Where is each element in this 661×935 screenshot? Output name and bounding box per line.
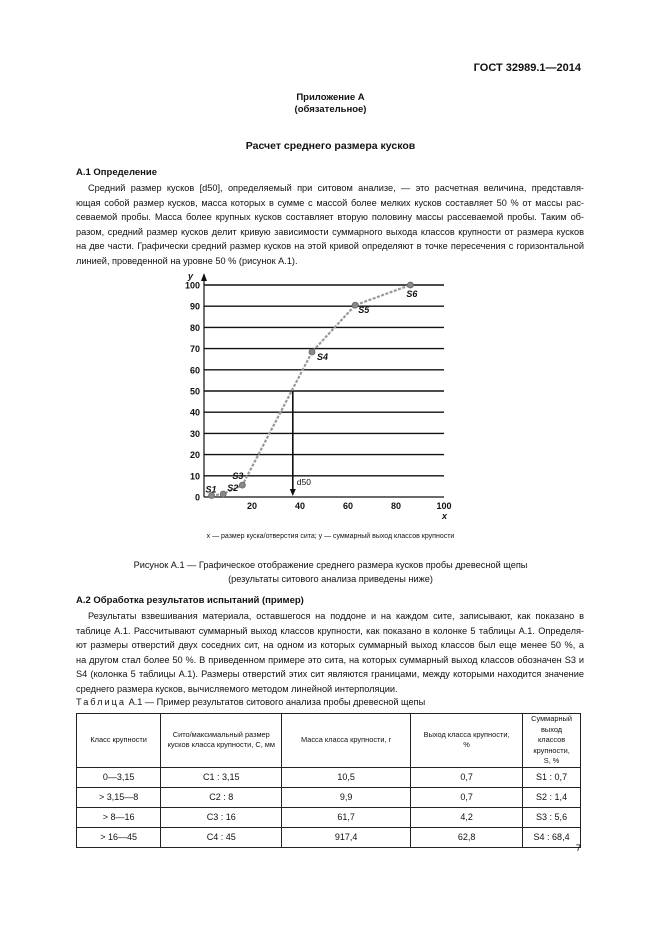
table-cell: 9,9 [282,787,411,807]
y-tick-label: 20 [189,450,200,461]
figure-legend: x — размер куска/отверстия сита; y — суммарный выход классов крупности [206,533,455,540]
chart-series [209,282,414,499]
y-tick-label: 10 [189,471,200,482]
table-header-row [77,714,581,768]
point-label: S5 [358,305,370,316]
table-cell: C4 : 45 [161,827,282,847]
point-label: S1 [205,484,217,495]
a1-line: линией, проведенной на уровне 50 % (рисунок А.1). [76,255,298,266]
page-number: 7 [575,843,581,854]
a2-line: ют размеры отверстий двух соседних сит, на одном из которых суммарный выход классов был еще менее 50 %, а [76,640,584,651]
d50-arrow-head [290,489,296,496]
a1-heading: А.1 Определение [76,167,158,178]
table-cell: C3 : 16 [161,807,282,827]
table-cell: S4 : 68,4 [523,827,581,847]
chart-grid [204,285,444,476]
series-line [212,285,411,496]
table-cell: 0,7 [411,787,523,807]
chart-annotation [290,391,311,496]
appendix-title: Приложение А [296,92,365,103]
table-cell: S3 : 5,6 [523,807,581,827]
table-cell: S2 : 1,4 [523,787,581,807]
y-tick-label: 90 [189,301,200,312]
a1-paragraph [76,181,584,269]
appendix-heading [0,92,661,116]
a1-line: разом, средний размер кусков делит кривую зависимости суммарного выхода классов крупности от размера кусков [76,226,584,237]
column-header: Масса класса крупности, г [282,714,411,768]
a1-line: севаемой пробы. Масса более крупных кусков составляет вторую половину массы рассеваемой пробы. Таким об- [76,212,584,223]
point-label: S2 [227,483,239,494]
column-header: Суммарный выход классов крупности, S, % [523,714,581,768]
a1-line: ющая собой размер кусков, масса которых в сумме с массой более мелких кусков составляет 50 % от массы рас- [76,197,584,208]
a2-line: S4 (колонка 5 таблицы А.1). Размеры отверстий этих сит являются границами, между которыми находится значение [76,669,584,680]
appendix-status: (обязательное) [294,104,367,115]
a2-line: таблице А.1. Рассчитывают суммарный выход классов крупности, как показано в колонке 5 таблицы А.1. Определя- [76,625,584,636]
point-label: S3 [232,471,244,482]
a1-line: на две части. Графически средний размер кусков на этой кривой определяют в точке пересечения с горизонтальной [76,241,584,252]
sieve-results-table [76,713,581,848]
a2-heading: А.2 Обработка результатов испытаний (пример) [76,595,304,606]
data-point [239,482,245,488]
y-tick-label: 30 [189,428,200,439]
table-cell: 62,8 [411,827,523,847]
chart-ticks [185,271,452,521]
table-cell: 61,7 [282,807,411,827]
table-cell: C2 : 8 [161,787,282,807]
table-cell: 10,5 [282,767,411,787]
table-cell: 0,7 [411,767,523,787]
chart-point-labels [206,289,419,495]
x-tick-label: 40 [294,501,306,511]
table-cell: 4,2 [411,807,523,827]
y-axis-label: y [188,271,194,281]
y-tick-label: 50 [189,386,200,397]
x-axis-label: x [442,511,448,521]
data-point [407,282,413,288]
data-point [309,349,315,355]
column-header: Сито/максимальный размер кусков класса крупности, C, мм [161,714,282,768]
point-label: S4 [317,351,329,362]
table-caption [76,697,425,707]
table-row [77,767,581,787]
table-row [77,787,581,807]
figure-caption [0,558,661,586]
column-header: Класс крупности [77,714,161,768]
standard-number: ГОСТ 32989.1—2014 [473,62,581,74]
y-tick-label: 0 [194,492,200,503]
table-cell: > 8—16 [77,807,161,827]
table-row [77,807,581,827]
y-axis-arrow [201,273,207,281]
table-cell: C1 : 3,15 [161,767,282,787]
point-label: S6 [406,289,418,299]
data-point [220,491,226,497]
figure-caption-line: (результаты ситового анализа приведены ниже) [228,574,433,584]
x-tick-label: 60 [342,501,354,511]
a2-paragraph [76,609,584,697]
figure-caption-line: Рисунок А.1 — Графическое отображение среднего размера кусков пробы древесной щепы [133,560,528,570]
y-tick-label: 70 [189,344,200,355]
cumulative-yield-chart [170,266,470,526]
table-row [77,827,581,847]
y-tick-label: 60 [189,365,200,376]
table-cell: S1 : 0,7 [523,767,581,787]
section-title: Расчет среднего размера кусков [245,140,416,152]
x-tick-label: 80 [390,501,402,511]
a2-line: среднего размера кусков, вычисляемого методом линейной интерполяции. [76,683,398,694]
x-tick-label: 100 [436,501,452,511]
table-cell: 0—3,15 [77,767,161,787]
table-cell: > 3,15—8 [77,787,161,807]
d50-label: d50 [296,477,311,487]
y-tick-label: 80 [189,322,200,333]
table-caption-prefix: Таблица [76,697,127,707]
x-tick-label: 20 [246,501,258,511]
a1-line: Средний размер кусков [d50], определяемый при ситовом анализе, — это расчетная величина, представля- [88,183,584,193]
y-tick-label: 100 [184,280,200,291]
table-cell: 917,4 [282,827,411,847]
a2-line: Результаты взвешивания материала, оставшегося на поддоне и на каждом сите, записывают, как показано в [88,611,584,621]
table-caption-text: А.1 — Пример результатов ситового анализа пробы древесной щепы [128,697,426,707]
y-tick-label: 40 [189,407,200,418]
table-cell: > 16—45 [77,827,161,847]
column-header: Выход класса крупности, % [411,714,523,768]
a2-line: на другом стал более 50 %. В приведенном примере это сита, на которых суммарный выход классов обозначен S3 и [76,654,584,665]
